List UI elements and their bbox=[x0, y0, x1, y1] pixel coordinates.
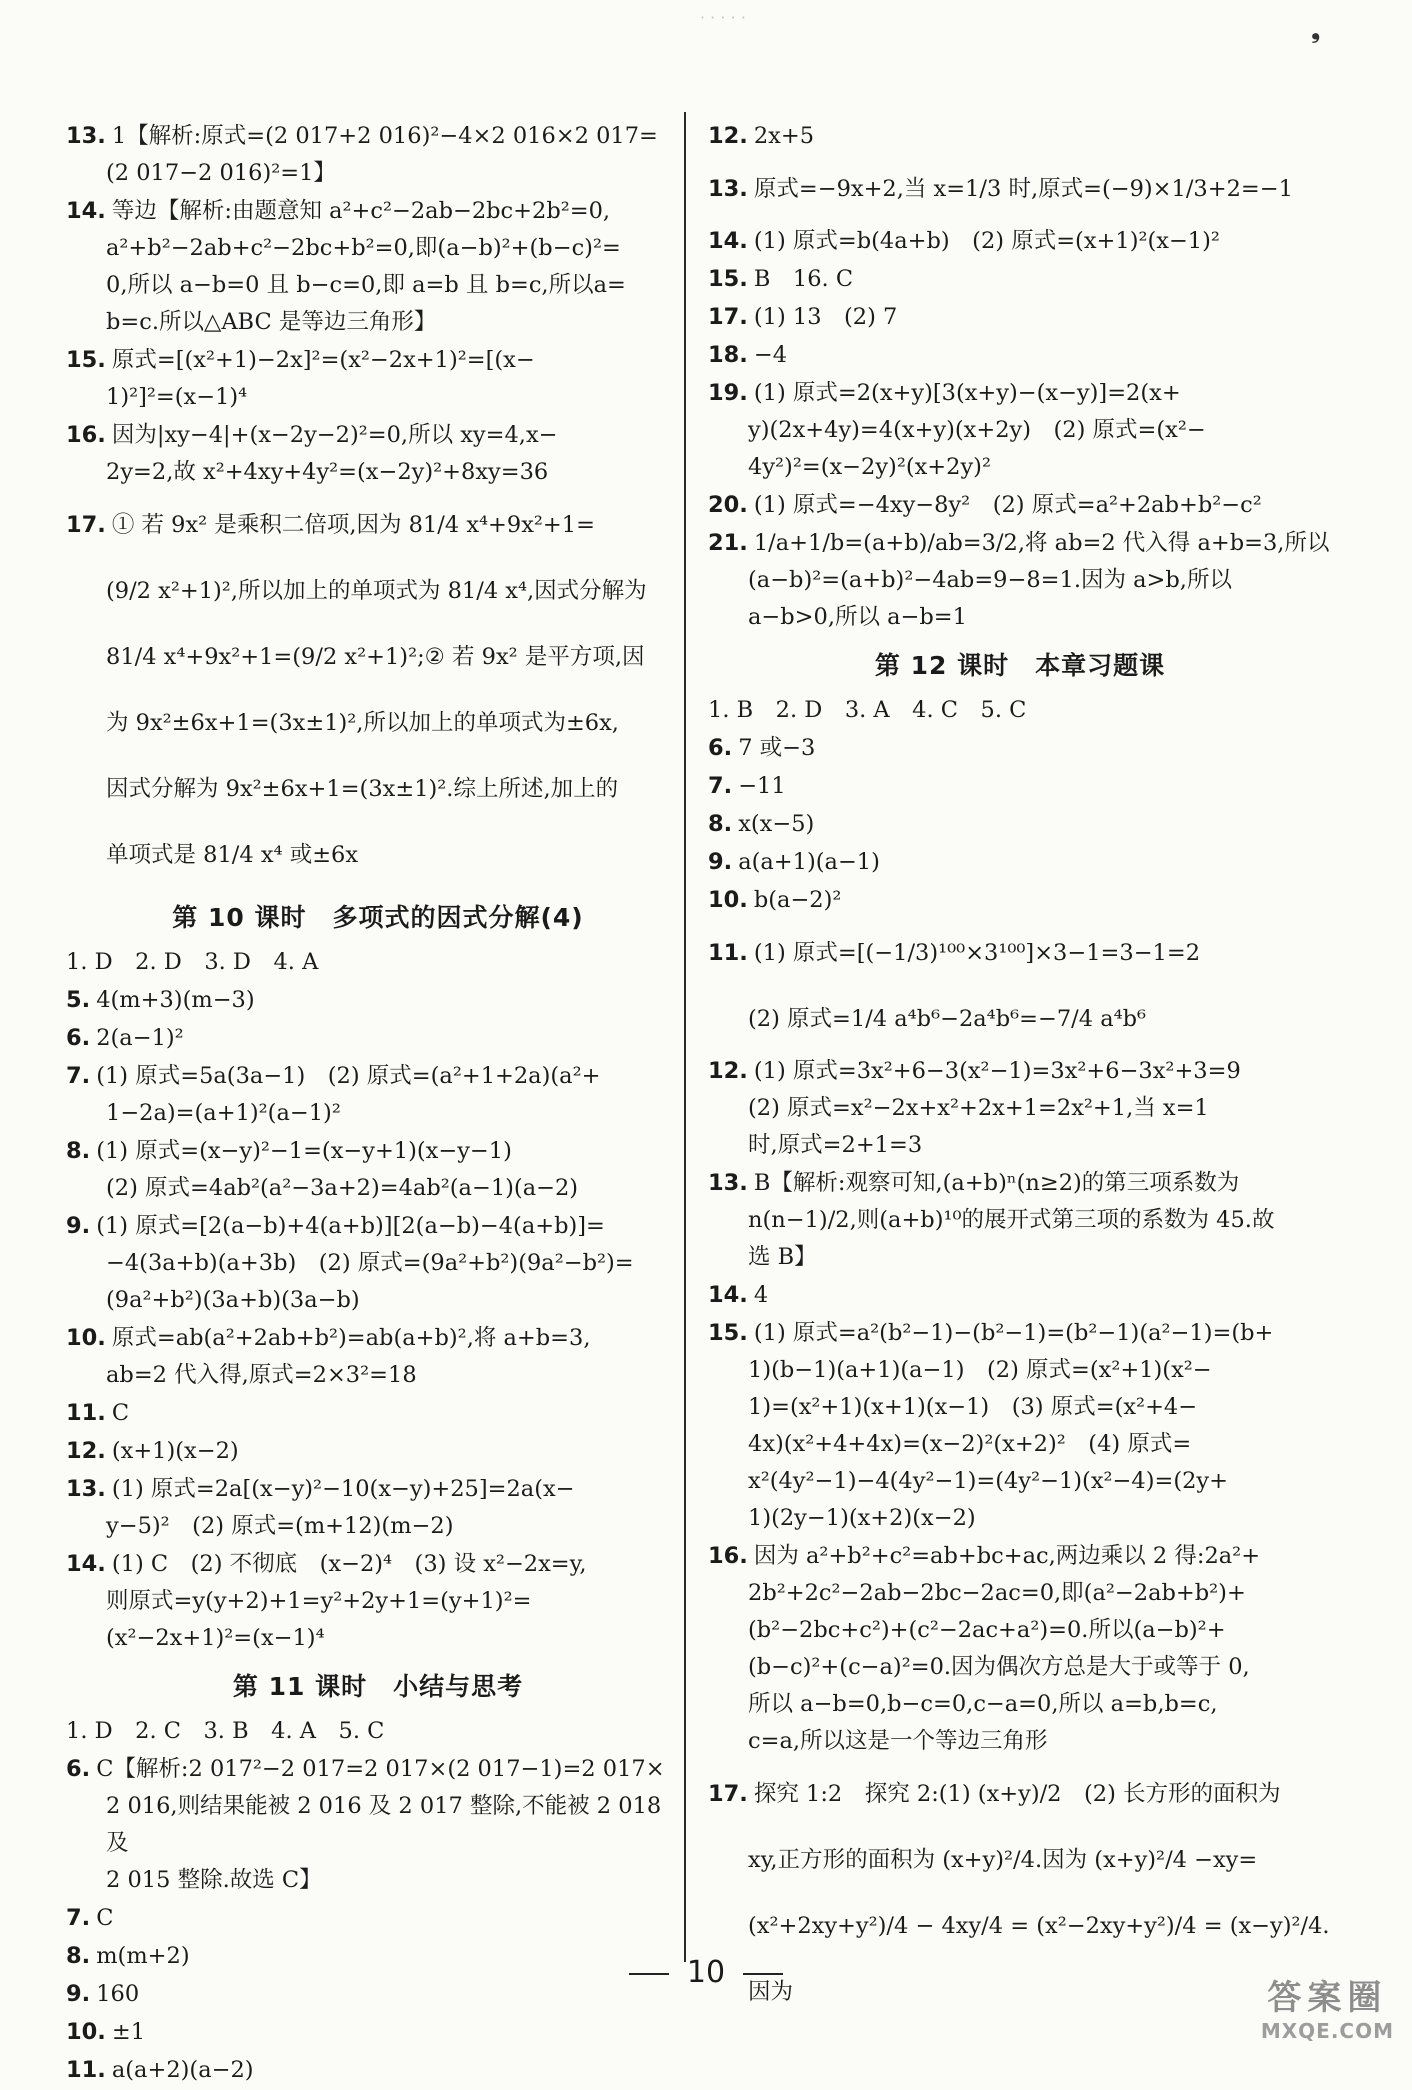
answer-text: C bbox=[96, 1905, 114, 1931]
corner-mark: ❟ bbox=[1311, 18, 1320, 44]
answer-text: 原式=[(x²+1)−2x]²=(x²−2x+1)²=[(x− bbox=[111, 347, 535, 373]
answer-text: 等边【解析:由题意知 a²+c²−2ab−2bc+2b²=0, bbox=[111, 198, 611, 224]
section-heading: 第 10 课时 多项式的因式分解(4) bbox=[172, 903, 584, 932]
answer-text: (a−b)²=(a+b)²−4ab=9−8=1.因为 a>b,所以 bbox=[748, 567, 1232, 593]
answer-line bbox=[66, 2014, 690, 2051]
answer-text: 2 015 整除.故选 C】 bbox=[106, 1867, 322, 1893]
answer-text: ab=2 代入得,原式=2×3²=18 bbox=[106, 1362, 417, 1388]
answer-line bbox=[66, 379, 690, 416]
answer-line bbox=[66, 944, 690, 981]
answer-text: B 16. C bbox=[753, 266, 854, 292]
answer-item bbox=[66, 1546, 690, 1657]
answer-line bbox=[66, 1020, 690, 1057]
answer-text: (1) 原式=[2(a−b)+4(a+b)][2(a−b)−4(a+b)]= bbox=[96, 1213, 605, 1239]
answer-line bbox=[708, 1165, 1332, 1202]
question-number: 15. bbox=[708, 266, 748, 292]
answer-line bbox=[66, 342, 690, 379]
answer-line bbox=[708, 1463, 1332, 1500]
answer-text: 原式=ab(a²+2ab+b²)=ab(a+b)²,将 a+b=3, bbox=[111, 1325, 591, 1351]
column-divider bbox=[684, 112, 686, 1962]
answer-text: (1) 13 (2) 7 bbox=[753, 304, 898, 330]
answer-text: 选 B】 bbox=[748, 1244, 817, 1270]
answer-line bbox=[708, 1500, 1332, 1537]
question-number: 8. bbox=[708, 811, 733, 837]
answer-item bbox=[708, 882, 1332, 919]
answer-item bbox=[708, 525, 1332, 636]
question-number: 17. bbox=[708, 1781, 748, 1807]
answer-item bbox=[66, 118, 690, 192]
answer-text: 0,所以 a−b=0 且 b−c=0,即 a=b 且 b=c,所以a= bbox=[106, 272, 626, 298]
footer-dash-left bbox=[629, 1973, 669, 1975]
question-number: 14. bbox=[66, 1551, 106, 1577]
answer-text: b(a−2)² bbox=[753, 887, 842, 913]
answer-item bbox=[708, 156, 1332, 222]
answer-item bbox=[66, 1208, 690, 1319]
answer-item bbox=[66, 1713, 690, 1750]
answer-line bbox=[708, 412, 1332, 449]
answer-line bbox=[66, 230, 690, 267]
answer-line bbox=[708, 1827, 1332, 1893]
answer-line bbox=[66, 193, 690, 230]
answer-line bbox=[66, 1471, 690, 1508]
answer-text: −4 bbox=[753, 342, 788, 368]
answer-text: 2b²+2c²−2ab−2bc−2ac=0,即(a²−2ab+b²)+ bbox=[748, 1580, 1246, 1606]
answer-text: (2) 原式=4ab²(a²−3a+2)=4ab²(a−1)(a−2) bbox=[106, 1175, 579, 1201]
answer-line bbox=[66, 304, 690, 341]
answer-line bbox=[66, 982, 690, 1019]
answer-text: (2) 原式=1/4 a⁴b⁶−2a⁴b⁶=−7/4 a⁴b⁶ bbox=[748, 1006, 1147, 1032]
question-number: 16. bbox=[708, 1543, 748, 1569]
answer-line bbox=[708, 599, 1332, 636]
answer-text: x²(4y²−1)−4(4y²−1)=(4y²−1)(x²−4)=(2y+ bbox=[748, 1468, 1228, 1494]
answer-line bbox=[66, 1208, 690, 1245]
answer-line bbox=[708, 1352, 1332, 1389]
answer-line bbox=[66, 118, 690, 155]
answer-text: (1) 原式=2a[(x−y)²−10(x−y)+25]=2a(x− bbox=[111, 1476, 575, 1502]
answer-item bbox=[66, 1058, 690, 1132]
answer-line bbox=[66, 417, 690, 454]
answer-line bbox=[708, 337, 1332, 374]
answer-text: 4x)(x²+4+4x)=(x−2)²(x+2)² (4) 原式= bbox=[748, 1431, 1192, 1457]
answer-item bbox=[66, 1900, 690, 1937]
answer-line bbox=[708, 844, 1332, 881]
answer-text: m(m+2) bbox=[96, 1943, 190, 1969]
answer-item bbox=[708, 806, 1332, 843]
answer-line bbox=[66, 1245, 690, 1282]
page-number: 10 bbox=[686, 1955, 726, 1990]
question-number: 12. bbox=[66, 1438, 106, 1464]
answer-line bbox=[66, 1133, 690, 1170]
answer-text: xy,正方形的面积为 (x+y)²/4.因为 (x+y)²/4 −xy= bbox=[748, 1847, 1258, 1873]
answer-line bbox=[708, 1612, 1332, 1649]
answer-line bbox=[66, 267, 690, 304]
answer-line bbox=[66, 1395, 690, 1432]
answer-line bbox=[708, 261, 1332, 298]
answer-line bbox=[708, 525, 1332, 562]
answer-text: (x²+2xy+y²)/4 − 4xy/4 = (x²−2xy+y²)/4 = (x−y)²/4.因为 bbox=[748, 1913, 1330, 2005]
answer-line bbox=[708, 1202, 1332, 1239]
answer-line bbox=[708, 986, 1332, 1052]
answer-line bbox=[708, 375, 1332, 412]
answer-line bbox=[66, 1583, 690, 1620]
answer-text: y)(2x+4y)=4(x+y)(x+2y) (2) 原式=(x²− bbox=[748, 417, 1206, 443]
answer-line bbox=[66, 1282, 690, 1319]
answer-text: (1) 原式=[(−1/3)¹⁰⁰×3¹⁰⁰]×3−1=3−1=2 bbox=[753, 940, 1201, 966]
question-number: 16. bbox=[66, 422, 106, 448]
question-number: 9. bbox=[66, 1981, 91, 2007]
answer-text: (1) 原式=a²(b²−1)−(b²−1)=(b²−1)(a²−1)=(b+ bbox=[753, 1320, 1274, 1346]
answer-line bbox=[66, 1620, 690, 1657]
answer-line bbox=[66, 1095, 690, 1132]
question-number: 14. bbox=[708, 228, 748, 254]
question-number: 11. bbox=[708, 940, 748, 966]
answer-line bbox=[708, 1649, 1332, 1686]
answer-text: (1) 原式=2(x+y)[3(x+y)−(x−y)]=2(x+ bbox=[753, 380, 1181, 406]
answer-text: (1) 原式=5a(3a−1) (2) 原式=(a²+1+2a)(a²+ bbox=[96, 1063, 601, 1089]
answer-item bbox=[66, 193, 690, 341]
answer-text: −4(3a+b)(a+3b) (2) 原式=(9a²+b²)(9a²−b²)= bbox=[106, 1250, 634, 1276]
question-number: 10. bbox=[66, 1325, 106, 1351]
question-number: 15. bbox=[708, 1320, 748, 1346]
answer-line bbox=[66, 1357, 690, 1394]
answer-text: 探究 1:2 探究 2:(1) (x+y)/2 (2) 长方形的面积为 bbox=[753, 1781, 1281, 1807]
question-number: 9. bbox=[708, 849, 733, 875]
answer-text: C【解析:2 017²−2 017=2 017×(2 017−1)=2 017× bbox=[96, 1756, 665, 1782]
answer-line bbox=[708, 562, 1332, 599]
answer-line bbox=[66, 1788, 690, 1862]
answer-item bbox=[708, 261, 1332, 298]
answer-text: 1−2a)=(a+1)²(a−1)² bbox=[106, 1100, 341, 1126]
answer-item bbox=[708, 118, 1332, 155]
question-number: 19. bbox=[708, 380, 748, 406]
answer-line bbox=[66, 1862, 690, 1899]
answer-text: 时,原式=2+1=3 bbox=[748, 1132, 923, 1158]
answer-text: n(n−1)/2,则(a+b)¹⁰的展开式第三项的系数为 45.故 bbox=[748, 1207, 1275, 1233]
answer-line bbox=[708, 882, 1332, 919]
answer-line bbox=[708, 156, 1332, 222]
question-number: 13. bbox=[708, 1170, 748, 1196]
watermark-url: MXQE.COM bbox=[1260, 2019, 1394, 2043]
answer-item bbox=[708, 1277, 1332, 1314]
answer-item bbox=[66, 1433, 690, 1470]
answer-text: a−b>0,所以 a−b=1 bbox=[748, 604, 967, 630]
answer-text: 1)²]²=(x−1)⁴ bbox=[106, 384, 248, 410]
answer-line bbox=[708, 1686, 1332, 1723]
answer-line bbox=[66, 1713, 690, 1750]
answer-text: (x²−2x+1)²=(x−1)⁴ bbox=[106, 1625, 325, 1651]
answer-line bbox=[66, 624, 690, 690]
answer-item bbox=[708, 1053, 1332, 1164]
answer-text: 原式=−9x+2,当 x=1/3 时,原式=(−9)×1/3+2=−1 bbox=[753, 176, 1293, 202]
answer-text: (1) 原式=(x−y)²−1=(x−y+1)(x−y−1) bbox=[96, 1138, 512, 1164]
answer-item bbox=[66, 417, 690, 491]
answer-line bbox=[708, 449, 1332, 486]
answer-line bbox=[66, 2052, 690, 2089]
question-number: 6. bbox=[66, 1756, 91, 1782]
answer-text: B【解析:观察可知,(a+b)ⁿ(n≥2)的第三项系数为 bbox=[753, 1170, 1240, 1196]
answer-text: 2x+5 bbox=[753, 123, 815, 149]
answer-line bbox=[708, 1277, 1332, 1314]
answer-item bbox=[708, 844, 1332, 881]
question-number: 21. bbox=[708, 530, 748, 556]
answer-line bbox=[66, 1320, 690, 1357]
answer-item bbox=[708, 1315, 1332, 1537]
answer-text: b=c.所以△ABC 是等边三角形】 bbox=[106, 309, 437, 335]
answer-item bbox=[708, 1538, 1332, 1760]
question-number: 8. bbox=[66, 1943, 91, 1969]
answer-item bbox=[66, 2052, 690, 2089]
top-faint-marks: · · · · · bbox=[700, 8, 746, 27]
question-number: 10. bbox=[708, 887, 748, 913]
answer-line bbox=[708, 487, 1332, 524]
answer-line bbox=[708, 1389, 1332, 1426]
answer-line bbox=[708, 1538, 1332, 1575]
answer-text: (x+1)(x−2) bbox=[111, 1438, 239, 1464]
answer-text: 1)(b−1)(a+1)(a−1) (2) 原式=(x²+1)(x²− bbox=[748, 1357, 1212, 1383]
answer-text: (b²−2bc+c²)+(c²−2ac+a²)=0.所以(a−b)²+ bbox=[748, 1617, 1226, 1643]
answer-item bbox=[708, 730, 1332, 767]
answer-item bbox=[708, 223, 1332, 260]
answer-text: (9/2 x²+1)²,所以加上的单项式为 81/4 x⁴,因式分解为 bbox=[106, 578, 647, 604]
answer-line bbox=[708, 1090, 1332, 1127]
page-footer bbox=[0, 1955, 1412, 1990]
answer-text: (1) 原式=−4xy−8y² (2) 原式=a²+2ab+b²−c² bbox=[753, 492, 1262, 518]
question-number: 15. bbox=[66, 347, 106, 373]
answer-line bbox=[708, 1127, 1332, 1164]
answer-text: 7 或−3 bbox=[738, 735, 816, 761]
answer-text: 单项式是 81/4 x⁴ 或±6x bbox=[106, 842, 359, 868]
answer-line bbox=[708, 1315, 1332, 1352]
question-number: 14. bbox=[66, 198, 106, 224]
answer-text: x(x−5) bbox=[738, 811, 815, 837]
section-heading: 第 11 课时 小结与思考 bbox=[232, 1672, 524, 1701]
footer-dash-right bbox=[743, 1973, 783, 1975]
answer-item bbox=[708, 1165, 1332, 1276]
answer-line bbox=[66, 822, 690, 888]
answer-item bbox=[66, 2014, 690, 2051]
answer-text: (1) 原式=b(4a+b) (2) 原式=(x+1)²(x−1)² bbox=[753, 228, 1220, 254]
question-number: 7. bbox=[708, 773, 733, 799]
question-number: 9. bbox=[66, 1213, 91, 1239]
answer-item bbox=[66, 944, 690, 981]
answer-text: 2y=2,故 x²+4xy+4y²=(x−2y)²+8xy=36 bbox=[106, 459, 549, 485]
answer-text: a(a+1)(a−1) bbox=[738, 849, 880, 875]
answer-item bbox=[708, 920, 1332, 1052]
question-number: 11. bbox=[66, 1400, 106, 1426]
answer-text: −11 bbox=[738, 773, 786, 799]
question-number: 13. bbox=[66, 123, 106, 149]
answer-text: 4y²)²=(x−2y)²(x+2y)² bbox=[748, 454, 991, 480]
answer-item bbox=[66, 492, 690, 888]
question-number: 13. bbox=[708, 176, 748, 202]
answer-text: 1. D 2. D 3. D 4. A bbox=[66, 949, 319, 975]
answer-item bbox=[708, 337, 1332, 374]
question-number: 17. bbox=[708, 304, 748, 330]
answer-text: 2(a−1)² bbox=[96, 1025, 184, 1051]
answer-item bbox=[66, 1133, 690, 1207]
answer-text: 因式分解为 9x²±6x+1=(3x±1)².综上所述,加上的 bbox=[106, 776, 619, 802]
left-column bbox=[66, 118, 690, 2090]
question-number: 17. bbox=[66, 512, 106, 538]
answer-item bbox=[708, 692, 1332, 729]
answer-text: 1. D 2. C 3. B 4. A 5. C bbox=[66, 1718, 385, 1744]
answer-text: y−5)² (2) 原式=(m+12)(m−2) bbox=[106, 1513, 454, 1539]
question-number: 18. bbox=[708, 342, 748, 368]
answer-line bbox=[66, 454, 690, 491]
answer-text: 160 bbox=[96, 1981, 140, 2007]
answer-line bbox=[708, 768, 1332, 805]
answer-line bbox=[708, 1426, 1332, 1463]
answer-item bbox=[708, 299, 1332, 336]
answer-text: 1. B 2. D 3. A 4. C 5. C bbox=[708, 697, 1027, 723]
answer-text: (2) 原式=x²−2x+x²+2x+1=2x²+1,当 x=1 bbox=[748, 1095, 1209, 1121]
question-number: 8. bbox=[66, 1138, 91, 1164]
answer-text: 4 bbox=[753, 1282, 769, 1308]
answer-line bbox=[66, 756, 690, 822]
answer-line bbox=[66, 690, 690, 756]
section-heading: 第 12 课时 本章习题课 bbox=[874, 651, 1166, 680]
answer-line bbox=[66, 1058, 690, 1095]
question-number: 7. bbox=[66, 1063, 91, 1089]
answer-text: (2 017−2 016)²=1】 bbox=[106, 160, 336, 186]
answer-text: 因为 a²+b²+c²=ab+bc+ac,两边乘以 2 得:2a²+ bbox=[753, 1543, 1261, 1569]
answer-line bbox=[66, 1170, 690, 1207]
question-number: 6. bbox=[708, 735, 733, 761]
question-number: 10. bbox=[66, 2019, 106, 2045]
answer-item bbox=[708, 375, 1332, 486]
answer-line bbox=[708, 1761, 1332, 1827]
question-number: 14. bbox=[708, 1282, 748, 1308]
answer-line bbox=[708, 1723, 1332, 1760]
question-number: 12. bbox=[708, 123, 748, 149]
answer-text: 则原式=y(y+2)+1=y²+2y+1=(y+1)²= bbox=[106, 1588, 532, 1614]
answer-text: 为 9x²±6x+1=(3x±1)²,所以加上的单项式为±6x, bbox=[106, 710, 619, 736]
answer-text: ① 若 9x² 是乘积二倍项,因为 81/4 x⁴+9x²+1= bbox=[111, 512, 595, 538]
answer-item bbox=[66, 1751, 690, 1899]
question-number: 7. bbox=[66, 1905, 91, 1931]
answer-item bbox=[708, 768, 1332, 805]
answer-text: C bbox=[111, 1400, 130, 1426]
answer-line bbox=[708, 730, 1332, 767]
answer-item bbox=[66, 1020, 690, 1057]
answer-line bbox=[66, 1508, 690, 1545]
answer-text: 因为|xy−4|+(x−2y−2)²=0,所以 xy=4,x− bbox=[111, 422, 558, 448]
question-number: 5. bbox=[66, 987, 91, 1013]
question-number: 12. bbox=[708, 1058, 748, 1084]
question-number: 13. bbox=[66, 1476, 106, 1502]
question-number: 6. bbox=[66, 1025, 91, 1051]
answer-text: (9a²+b²)(3a+b)(3a−b) bbox=[106, 1287, 360, 1313]
answer-line bbox=[66, 558, 690, 624]
answer-line bbox=[708, 1575, 1332, 1612]
answer-text: 所以 a−b=0,b−c=0,c−a=0,所以 a=b,b=c, bbox=[748, 1691, 1218, 1717]
answer-item bbox=[66, 1395, 690, 1432]
answer-line bbox=[66, 1751, 690, 1788]
answer-text: (1) 原式=3x²+6−3(x²−1)=3x²+6−3x²+3=9 bbox=[753, 1058, 1241, 1084]
watermark-logo: 答案圈 bbox=[1267, 1978, 1388, 2018]
answer-text: c=a,所以这是一个等边三角形 bbox=[748, 1728, 1048, 1754]
answer-text: 4(m+3)(m−3) bbox=[96, 987, 255, 1013]
answer-text: 81/4 x⁴+9x²+1=(9/2 x²+1)²;② 若 9x² 是平方项,因 bbox=[106, 644, 645, 670]
answer-text: a²+b²−2ab+c²−2bc+b²=0,即(a−b)²+(b−c)²= bbox=[106, 235, 621, 261]
answer-text: (1) C (2) 不彻底 (x−2)⁴ (3) 设 x²−2x=y, bbox=[111, 1551, 587, 1577]
answer-item bbox=[66, 982, 690, 1019]
answer-item bbox=[66, 342, 690, 416]
answer-text: a(a+2)(a−2) bbox=[111, 2057, 254, 2083]
watermark bbox=[1261, 1970, 1394, 2043]
answer-item bbox=[66, 1320, 690, 1394]
answer-line bbox=[708, 299, 1332, 336]
answer-item bbox=[66, 1471, 690, 1545]
answer-line bbox=[708, 1053, 1332, 1090]
right-column bbox=[708, 118, 1332, 2026]
answer-line bbox=[708, 806, 1332, 843]
question-number: 20. bbox=[708, 492, 748, 518]
answer-line bbox=[66, 1433, 690, 1470]
answer-text: 1)=(x²+1)(x+1)(x−1) (3) 原式=(x²+4− bbox=[748, 1394, 1198, 1420]
answer-line bbox=[66, 155, 690, 192]
answer-text: 1【解析:原式=(2 017+2 016)²−4×2 016×2 017= bbox=[111, 123, 658, 149]
answer-item bbox=[708, 487, 1332, 524]
question-number: 11. bbox=[66, 2057, 106, 2083]
answer-line bbox=[708, 223, 1332, 260]
answer-line bbox=[708, 692, 1332, 729]
answer-line bbox=[708, 1239, 1332, 1276]
answer-text: (b−c)²+(c−a)²=0.因为偶次方总是大于或等于 0, bbox=[748, 1654, 1250, 1680]
answer-line bbox=[708, 920, 1332, 986]
answer-line bbox=[66, 492, 690, 558]
answer-text: ±1 bbox=[111, 2019, 146, 2045]
answer-line bbox=[708, 118, 1332, 155]
answer-text: 2 016,则结果能被 2 016 及 2 017 整除,不能被 2 018 及 bbox=[106, 1793, 662, 1856]
answer-text: 1/a+1/b=(a+b)/ab=3/2,将 ab=2 代入得 a+b=3,所以 bbox=[753, 530, 1330, 556]
answer-line bbox=[66, 1900, 690, 1937]
answer-text: 1)(2y−1)(x+2)(x−2) bbox=[748, 1505, 976, 1531]
answer-line bbox=[66, 1546, 690, 1583]
